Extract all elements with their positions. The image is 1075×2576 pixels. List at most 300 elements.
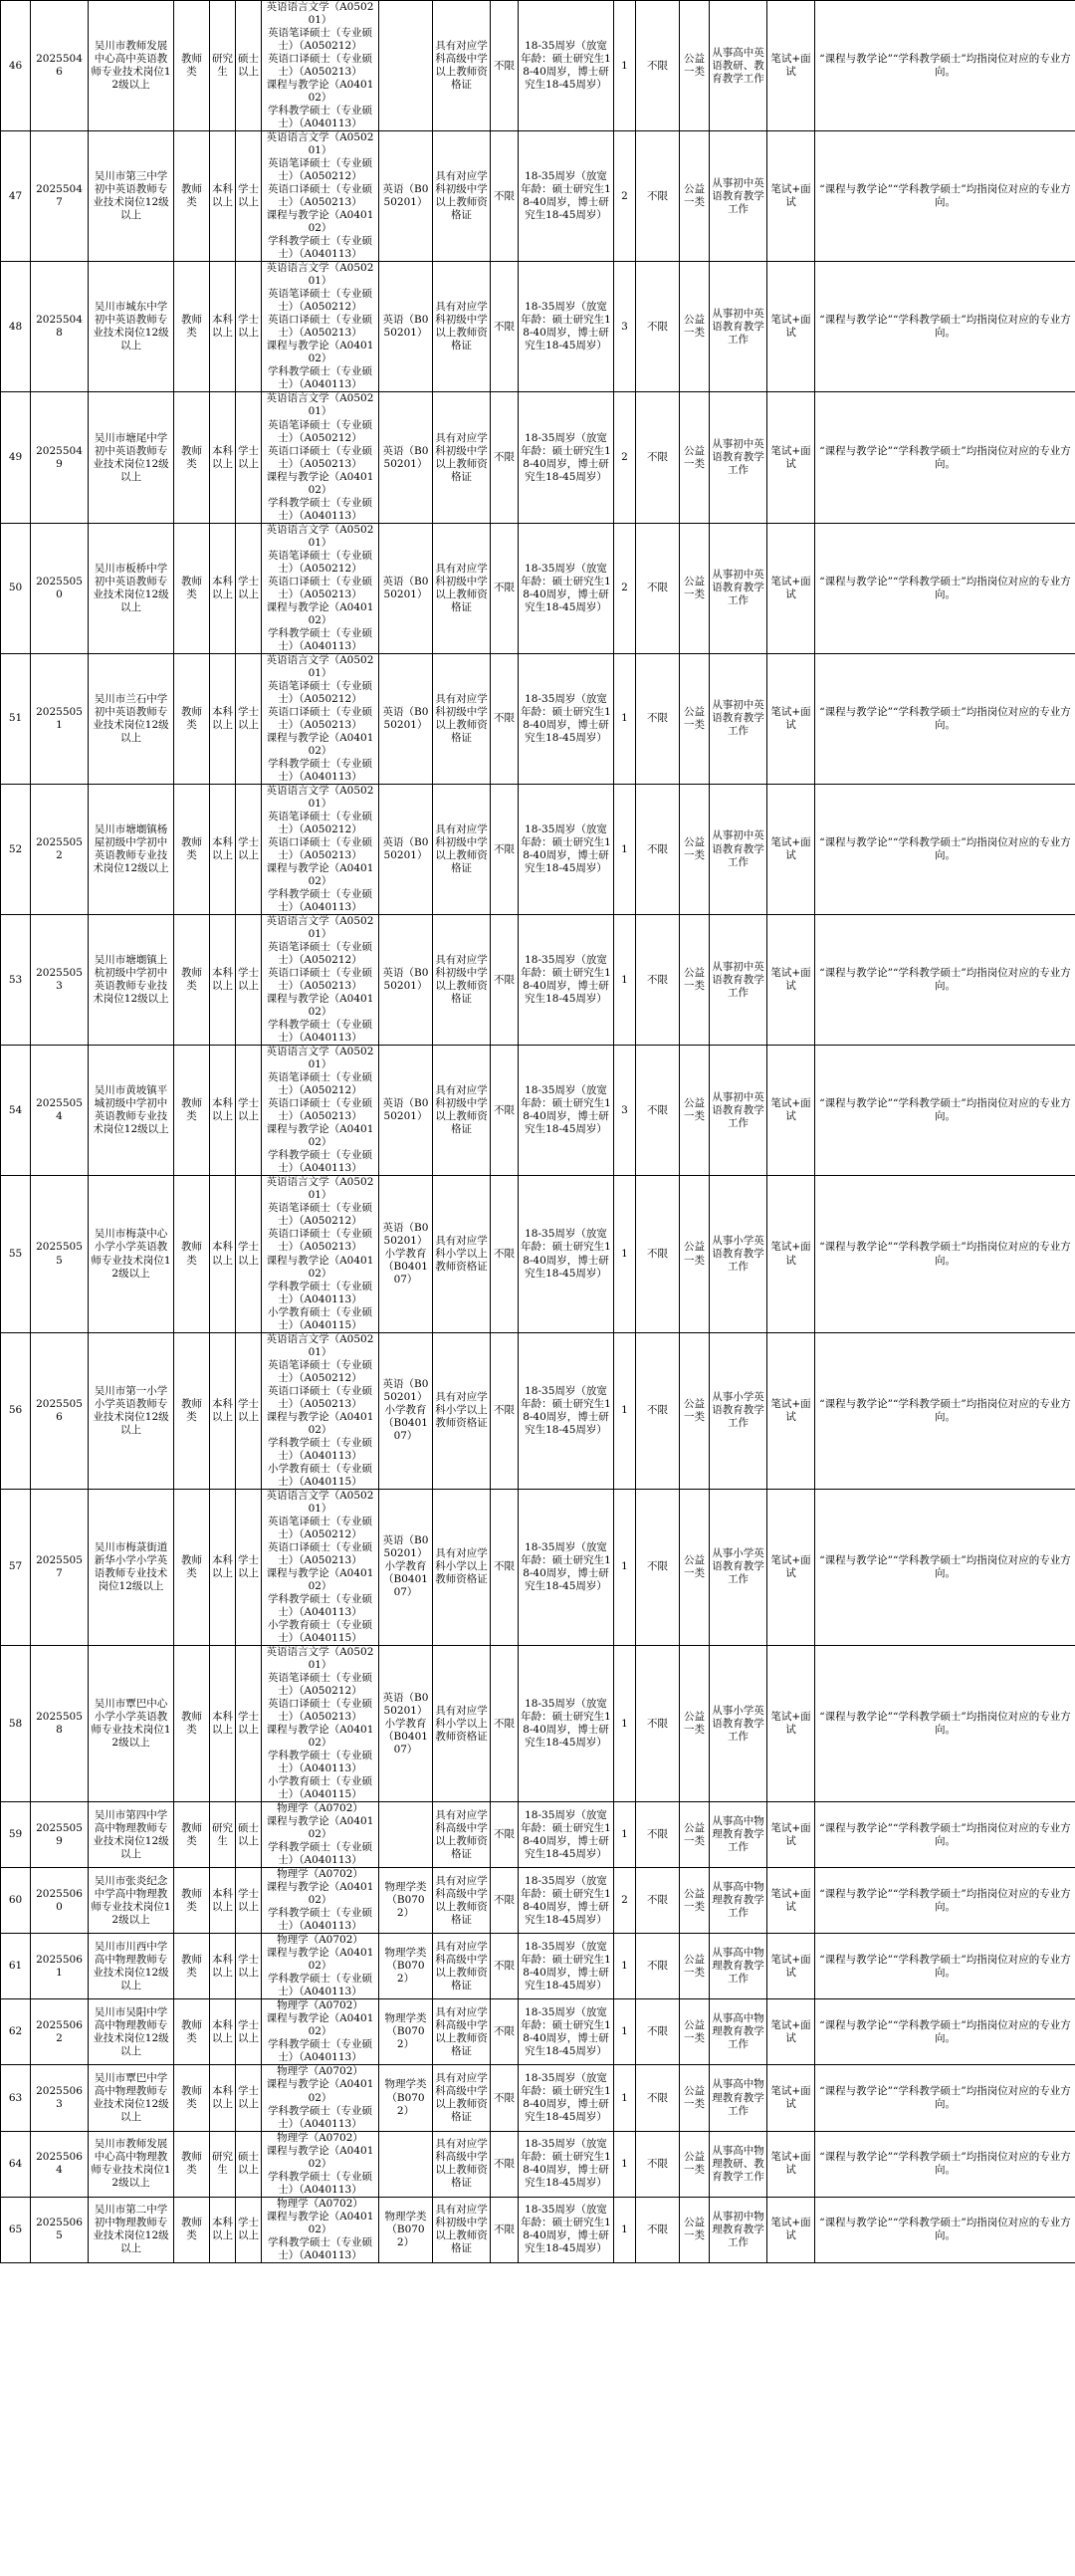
major-item: 课程与教学论（A040102） (266, 79, 374, 105)
undergrad-majors-cell: 英语（B050201） (379, 915, 433, 1046)
other-condition-cell: 不限 (636, 131, 680, 262)
unit-nature-cell: 公益一类 (680, 2131, 710, 2197)
major-item: 英语语言文学（A050201） (266, 392, 374, 418)
category-cell: 教师类 (174, 2131, 210, 2197)
gender-cell: 不限 (491, 1046, 519, 1176)
category-cell: 教师类 (174, 392, 210, 523)
major-item: 课程与教学论（A040102） (266, 340, 374, 365)
major-item: 英语笔译硕士（专业硕士）（A050212） (268, 679, 372, 705)
major-item: 英语笔译硕士（专业硕士）（A050212） (268, 27, 372, 53)
seq-cell: 62 (1, 1999, 31, 2065)
gender-cell: 不限 (491, 1802, 519, 1868)
hire-count-cell: 3 (614, 1046, 636, 1176)
table-body (1, 1, 1075, 2263)
category-cell: 教师类 (174, 1802, 210, 1868)
position-code-cell: 20255054 (31, 1046, 89, 1176)
undergrad-majors-cell: 英语（B050201）小学教育（B040107） (379, 1645, 433, 1801)
major-item: 课程与教学论（A040102） (266, 470, 374, 496)
degree-cell: 学士以上 (236, 915, 262, 1046)
category-cell: 教师类 (174, 1934, 210, 1999)
undergrad-majors-cell: 英语（B050201） (379, 523, 433, 653)
degree-cell: 学士以上 (236, 1046, 262, 1176)
grad-majors-cell (262, 1934, 379, 1999)
degree-cell: 学士以上 (236, 262, 262, 392)
degree-cell: 学士以上 (236, 1645, 262, 1801)
major-item: 物理学（A0702） (277, 2131, 363, 2144)
gender-cell: 不限 (491, 1999, 519, 2065)
degree-cell: 学士以上 (236, 653, 262, 784)
gender-cell: 不限 (491, 2131, 519, 2197)
education-cell: 本科以上 (210, 392, 236, 523)
age-cell: 18-35周岁（放宽年龄：硕士研究生18-40周岁，博士研究生18-45周岁） (519, 262, 614, 392)
education-cell: 研究生 (210, 2131, 236, 2197)
unit-position-cell: 吴川市板桥中学初中英语教师专业技术岗位12级以上 (89, 523, 174, 653)
age-cell: 18-35周岁（放宽年龄：硕士研究生18-40周岁，博士研究生18-45周岁） (519, 2197, 614, 2262)
age-cell: 18-35周岁（放宽年龄：硕士研究生18-40周岁，博士研究生18-45周岁） (519, 1489, 614, 1645)
unit-position-cell: 吴川市第四中学高中物理教师专业技术岗位12级以上 (89, 1802, 174, 1868)
other-condition-cell: 不限 (636, 1645, 680, 1801)
gender-cell: 不限 (491, 2197, 519, 2262)
remark-cell: “课程与教学论”“学科教学硕士”均指岗位对应的专业方向。 (815, 1489, 1075, 1645)
major-item: 英语笔译硕士（专业硕士）（A050212） (268, 1672, 372, 1698)
major-item: 英语语言文学（A050201） (266, 1489, 374, 1515)
major-item: 英语语言文学（A050201） (266, 784, 374, 810)
qualification-cell: 具有对应学科初级中学以上教师资格证 (433, 1046, 491, 1176)
major-item: 学科教学硕士（专业硕士）（A040113） (268, 626, 372, 652)
unit-nature-cell: 公益一类 (680, 392, 710, 523)
unit-position-cell: 吴川市覃巴中心小学小学英语教师专业技术岗位12级以上 (89, 1645, 174, 1801)
grad-majors-cell (262, 1868, 379, 1934)
major-item: 英语笔译硕士（专业硕士）（A050212） (268, 1202, 372, 1228)
unit-nature-cell: 公益一类 (680, 1934, 710, 1999)
grad-majors-cell (262, 523, 379, 653)
exam-method-cell: 笔试+面试 (767, 1645, 815, 1801)
seq-cell: 64 (1, 2131, 31, 2197)
qualification-cell: 具有对应学科高级中学以上教师资格证 (433, 1999, 491, 2065)
major-item: 课程与教学论（A040102） (266, 1724, 374, 1750)
other-condition-cell: 不限 (636, 523, 680, 653)
position-code-cell: 20255063 (31, 2065, 89, 2131)
gender-cell: 不限 (491, 1, 519, 131)
table-row (1, 1802, 1075, 1868)
qualification-cell: 具有对应学科初级中学以上教师资格证 (433, 653, 491, 784)
position-code-cell: 20255062 (31, 1999, 89, 2065)
undergrad-majors-cell: 物理学类（B0702） (379, 2065, 433, 2131)
grad-majors-cell (262, 1802, 379, 1868)
position-code-cell: 20255056 (31, 1332, 89, 1489)
undergrad-majors-cell: 英语（B050201） (379, 653, 433, 784)
table-row (1, 2197, 1075, 2262)
hire-count-cell: 1 (614, 1332, 636, 1489)
remark-cell: “课程与教学论”“学科教学硕士”均指岗位对应的专业方向。 (815, 915, 1075, 1046)
duty-cell: 从事高中物理教育教学工作 (710, 1868, 767, 1934)
hire-count-cell: 3 (614, 262, 636, 392)
exam-method-cell: 笔试+面试 (767, 1332, 815, 1489)
gender-cell: 不限 (491, 1176, 519, 1332)
gender-cell: 不限 (491, 1934, 519, 1999)
grad-majors-cell (262, 131, 379, 262)
exam-method-cell: 笔试+面试 (767, 1999, 815, 2065)
age-cell: 18-35周岁（放宽年龄：硕士研究生18-40周岁，博士研究生18-45周岁） (519, 784, 614, 914)
degree-cell: 学士以上 (236, 1934, 262, 1999)
seq-cell: 60 (1, 1868, 31, 1934)
table-row (1, 1489, 1075, 1645)
position-code-cell: 20255053 (31, 915, 89, 1046)
unit-nature-cell: 公益一类 (680, 523, 710, 653)
education-cell: 本科以上 (210, 1645, 236, 1801)
undergrad-majors-cell: 英语（B050201）小学教育（B040107） (379, 1332, 433, 1489)
seq-cell: 56 (1, 1332, 31, 1489)
qualification-cell: 具有对应学科高级中学以上教师资格证 (433, 1868, 491, 1934)
education-cell: 研究生 (210, 1802, 236, 1868)
duty-cell: 从事小学英语教育教学工作 (710, 1332, 767, 1489)
qualification-cell: 具有对应学科初级中学以上教师资格证 (433, 131, 491, 262)
major-item: 英语语言文学（A050201） (266, 131, 374, 157)
major-item: 学科教学硕士（专业硕士）（A040113） (268, 1592, 372, 1618)
degree-cell: 学士以上 (236, 523, 262, 653)
remark-cell: “课程与教学论”“学科教学硕士”均指岗位对应的专业方向。 (815, 2065, 1075, 2131)
unit-nature-cell: 公益一类 (680, 1332, 710, 1489)
major-item: 学科教学硕士（专业硕士）（A040113） (268, 2170, 372, 2196)
seq-cell: 55 (1, 1176, 31, 1332)
undergrad-majors-cell (379, 1, 433, 131)
table-row (1, 784, 1075, 914)
major-item: 英语语言文学（A050201） (266, 1, 374, 27)
category-cell: 教师类 (174, 1645, 210, 1801)
unit-position-cell: 吴川市黄坡镇平城初级中学初中英语教师专业技术岗位12级以上 (89, 1046, 174, 1176)
major-item: 学科教学硕士（专业硕士）（A040113） (268, 365, 372, 391)
unit-nature-cell: 公益一类 (680, 1802, 710, 1868)
grad-majors-cell (262, 262, 379, 392)
degree-cell: 学士以上 (236, 784, 262, 914)
major-item: 学科教学硕士（专业硕士）（A040113） (268, 105, 372, 130)
major-item: 英语语言文学（A050201） (266, 1332, 374, 1358)
other-condition-cell: 不限 (636, 1489, 680, 1645)
category-cell: 教师类 (174, 262, 210, 392)
category-cell: 教师类 (174, 784, 210, 914)
major-item: 英语笔译硕士（专业硕士）（A050212） (268, 549, 372, 575)
education-cell: 本科以上 (210, 2197, 236, 2262)
unit-position-cell: 吴川市第二中学初中物理教师专业技术岗位12级以上 (89, 2197, 174, 2262)
education-cell: 本科以上 (210, 1489, 236, 1645)
grad-majors-cell (262, 1332, 379, 1489)
unit-nature-cell: 公益一类 (680, 653, 710, 784)
major-item: 英语笔译硕士（专业硕士）（A050212） (268, 941, 372, 967)
duty-cell: 从事高中物理教育教学工作 (710, 1934, 767, 1999)
major-item: 英语语言文学（A050201） (266, 1176, 374, 1202)
major-item: 课程与教学论（A040102） (266, 1881, 374, 1907)
major-item: 学科教学硕士（专业硕士）（A040113） (268, 1841, 372, 1867)
duty-cell: 从事高中物理教育教学工作 (710, 1802, 767, 1868)
seq-cell: 46 (1, 1, 31, 131)
age-cell: 18-35周岁（放宽年龄：硕士研究生18-40周岁，博士研究生18-45周岁） (519, 523, 614, 653)
education-cell: 本科以上 (210, 1176, 236, 1332)
education-cell: 本科以上 (210, 1868, 236, 1934)
age-cell: 18-35周岁（放宽年龄：硕士研究生18-40周岁，博士研究生18-45周岁） (519, 2131, 614, 2197)
major-item: 英语口译硕士（专业硕士）（A050213） (268, 314, 372, 340)
major-item: 英语语言文学（A050201） (266, 262, 374, 288)
gender-cell: 不限 (491, 1645, 519, 1801)
seq-cell: 63 (1, 2065, 31, 2131)
exam-method-cell: 笔试+面试 (767, 131, 815, 262)
duty-cell: 从事高中英语教研、教育教学工作 (710, 1, 767, 131)
hire-count-cell: 2 (614, 392, 636, 523)
seq-cell: 50 (1, 523, 31, 653)
hire-count-cell: 1 (614, 784, 636, 914)
undergrad-majors-cell: 英语（B050201） (379, 784, 433, 914)
unit-position-cell: 吴川市塘尾中学初中英语教师专业技术岗位12级以上 (89, 392, 174, 523)
position-code-cell: 20255046 (31, 1, 89, 131)
category-cell: 教师类 (174, 1332, 210, 1489)
table-row (1, 523, 1075, 653)
unit-nature-cell: 公益一类 (680, 915, 710, 1046)
grad-majors-cell (262, 1, 379, 131)
major-item: 英语口译硕士（专业硕士）（A050213） (268, 53, 372, 79)
other-condition-cell: 不限 (636, 784, 680, 914)
degree-cell: 学士以上 (236, 1332, 262, 1489)
major-item: 学科教学硕士（专业硕士）（A040113） (268, 2104, 372, 2130)
major-item: 英语口译硕士（专业硕士）（A050213） (268, 836, 372, 862)
grad-majors-cell (262, 392, 379, 523)
major-item: 课程与教学论（A040102） (266, 1254, 374, 1280)
unit-position-cell: 吴川市塘㙟镇杨屋初级中学初中英语教师专业技术岗位12级以上 (89, 784, 174, 914)
other-condition-cell: 不限 (636, 392, 680, 523)
major-item: 学科教学硕士（专业硕士）（A040113） (268, 1019, 372, 1045)
category-cell: 教师类 (174, 523, 210, 653)
major-item: 学科教学硕士（专业硕士）（A040113） (268, 1436, 372, 1462)
education-cell: 研究生 (210, 1, 236, 131)
exam-method-cell: 笔试+面试 (767, 392, 815, 523)
undergrad-majors-cell: 英语（B050201） (379, 131, 433, 262)
exam-method-cell: 笔试+面试 (767, 523, 815, 653)
remark-cell: “课程与教学论”“学科教学硕士”均指岗位对应的专业方向。 (815, 653, 1075, 784)
qualification-cell: 具有对应学科高级中学以上教师资格证 (433, 2065, 491, 2131)
qualification-cell: 具有对应学科初级中学以上教师资格证 (433, 262, 491, 392)
position-code-cell: 20255059 (31, 1802, 89, 1868)
major-item: 英语笔译硕士（专业硕士）（A050212） (268, 810, 372, 835)
unit-nature-cell: 公益一类 (680, 1868, 710, 1934)
age-cell: 18-35周岁（放宽年龄：硕士研究生18-40周岁，博士研究生18-45周岁） (519, 1332, 614, 1489)
unit-position-cell: 吴川市吴阳中学高中物理教师专业技术岗位12级以上 (89, 1999, 174, 2065)
duty-cell: 从事小学英语教育教学工作 (710, 1176, 767, 1332)
major-item: 课程与教学论（A040102） (266, 2144, 374, 2170)
remark-cell: “课程与教学论”“学科教学硕士”均指岗位对应的专业方向。 (815, 784, 1075, 914)
unit-nature-cell: 公益一类 (680, 784, 710, 914)
age-cell: 18-35周岁（放宽年龄：硕士研究生18-40周岁，博士研究生18-45周岁） (519, 1645, 614, 1801)
table-row (1, 2065, 1075, 2131)
age-cell: 18-35周岁（放宽年龄：硕士研究生18-40周岁，博士研究生18-45周岁） (519, 1176, 614, 1332)
other-condition-cell: 不限 (636, 1802, 680, 1868)
exam-method-cell: 笔试+面试 (767, 2197, 815, 2262)
duty-cell: 从事初中英语教育教学工作 (710, 392, 767, 523)
major-item: 课程与教学论（A040102） (266, 2210, 374, 2235)
unit-position-cell: 吴川市覃巴中学高中物理教师专业技术岗位12级以上 (89, 2065, 174, 2131)
duty-cell: 从事初中英语教育教学工作 (710, 653, 767, 784)
seq-cell: 54 (1, 1046, 31, 1176)
unit-nature-cell: 公益一类 (680, 2065, 710, 2131)
gender-cell: 不限 (491, 131, 519, 262)
remark-cell: “课程与教学论”“学科教学硕士”均指岗位对应的专业方向。 (815, 2197, 1075, 2262)
grad-majors-cell (262, 1489, 379, 1645)
education-cell: 本科以上 (210, 1332, 236, 1489)
major-item: 英语笔译硕士（专业硕士）（A050212） (268, 1071, 372, 1097)
degree-cell: 硕士以上 (236, 2131, 262, 2197)
undergrad-majors-cell (379, 2131, 433, 2197)
unit-nature-cell: 公益一类 (680, 1645, 710, 1801)
major-item: 英语笔译硕士（专业硕士）（A050212） (268, 157, 372, 183)
category-cell: 教师类 (174, 1999, 210, 2065)
grad-majors-cell (262, 1645, 379, 1801)
degree-cell: 学士以上 (236, 131, 262, 262)
table-row (1, 653, 1075, 784)
other-condition-cell: 不限 (636, 1, 680, 131)
position-code-cell: 20255061 (31, 1934, 89, 1999)
unit-nature-cell: 公益一类 (680, 1, 710, 131)
exam-method-cell: 笔试+面试 (767, 1046, 815, 1176)
position-code-cell: 20255064 (31, 2131, 89, 2197)
major-item: 英语笔译硕士（专业硕士）（A050212） (268, 1515, 372, 1540)
gender-cell: 不限 (491, 784, 519, 914)
table-row (1, 1, 1075, 131)
unit-nature-cell: 公益一类 (680, 2197, 710, 2262)
table-row (1, 262, 1075, 392)
degree-cell: 学士以上 (236, 1868, 262, 1934)
unit-nature-cell: 公益一类 (680, 1999, 710, 2065)
degree-cell: 学士以上 (236, 2065, 262, 2131)
age-cell: 18-35周岁（放宽年龄：硕士研究生18-40周岁，博士研究生18-45周岁） (519, 1046, 614, 1176)
seq-cell: 53 (1, 915, 31, 1046)
table-row (1, 131, 1075, 262)
hire-count-cell: 1 (614, 1999, 636, 2065)
position-code-cell: 20255048 (31, 262, 89, 392)
gender-cell: 不限 (491, 2065, 519, 2131)
major-item: 英语口译硕士（专业硕士）（A050213） (268, 183, 372, 209)
major-item: 英语语言文学（A050201） (266, 915, 374, 941)
seq-cell: 52 (1, 784, 31, 914)
major-item: 小学教育硕士（专业硕士）（A040115） (268, 1618, 372, 1644)
major-item: 学科教学硕士（专业硕士）（A040113） (268, 1907, 372, 1933)
gender-cell: 不限 (491, 915, 519, 1046)
major-item: 学科教学硕士（专业硕士）（A040113） (268, 1280, 372, 1305)
age-cell: 18-35周岁（放宽年龄：硕士研究生18-40周岁，博士研究生18-45周岁） (519, 392, 614, 523)
undergrad-majors-cell: 物理学类（B0702） (379, 1999, 433, 2065)
major-item: 英语口译硕士（专业硕士）（A050213） (268, 575, 372, 600)
position-code-cell: 20255058 (31, 1645, 89, 1801)
major-item: 课程与教学论（A040102） (266, 862, 374, 888)
exam-method-cell: 笔试+面试 (767, 2131, 815, 2197)
grad-majors-cell (262, 915, 379, 1046)
duty-cell: 从事高中物理教育教学工作 (710, 1999, 767, 2065)
qualification-cell: 具有对应学科初级中学以上教师资格证 (433, 523, 491, 653)
remark-cell: “课程与教学论”“学科教学硕士”均指岗位对应的专业方向。 (815, 523, 1075, 653)
unit-nature-cell: 公益一类 (680, 1489, 710, 1645)
category-cell: 教师类 (174, 653, 210, 784)
other-condition-cell: 不限 (636, 262, 680, 392)
unit-position-cell: 吴川市城东中学初中英语教师专业技术岗位12级以上 (89, 262, 174, 392)
position-code-cell: 20255049 (31, 392, 89, 523)
qualification-cell: 具有对应学科初级中学以上教师资格证 (433, 2197, 491, 2262)
remark-cell: “课程与教学论”“学科教学硕士”均指岗位对应的专业方向。 (815, 2131, 1075, 2197)
duty-cell: 从事初中英语教育教学工作 (710, 523, 767, 653)
other-condition-cell: 不限 (636, 1176, 680, 1332)
qualification-cell: 具有对应学科高级中学以上教师资格证 (433, 1934, 491, 1999)
other-condition-cell: 不限 (636, 915, 680, 1046)
remark-cell: “课程与教学论”“学科教学硕士”均指岗位对应的专业方向。 (815, 1645, 1075, 1801)
hire-count-cell: 1 (614, 1489, 636, 1645)
remark-cell: “课程与教学论”“学科教学硕士”均指岗位对应的专业方向。 (815, 1868, 1075, 1934)
gender-cell: 不限 (491, 523, 519, 653)
table-row (1, 915, 1075, 1046)
grad-majors-cell (262, 1046, 379, 1176)
major-item: 小学教育硕士（专业硕士）（A040115） (268, 1462, 372, 1488)
gender-cell: 不限 (491, 1332, 519, 1489)
seq-cell: 49 (1, 392, 31, 523)
undergrad-majors-cell: 英语（B050201） (379, 392, 433, 523)
hire-count-cell: 1 (614, 2197, 636, 2262)
seq-cell: 48 (1, 262, 31, 392)
degree-cell: 硕士以上 (236, 1, 262, 131)
other-condition-cell: 不限 (636, 1332, 680, 1489)
unit-nature-cell: 公益一类 (680, 1046, 710, 1176)
remark-cell: “课程与教学论”“学科教学硕士”均指岗位对应的专业方向。 (815, 1332, 1075, 1489)
major-item: 英语口译硕士（专业硕士）（A050213） (268, 967, 372, 993)
major-item: 英语语言文学（A050201） (266, 1645, 374, 1671)
table-row (1, 1645, 1075, 1801)
category-cell: 教师类 (174, 1176, 210, 1332)
undergrad-majors-cell: 英语（B050201） (379, 1046, 433, 1176)
category-cell: 教师类 (174, 131, 210, 262)
duty-cell: 从事初中物理教育教学工作 (710, 2197, 767, 2262)
hire-count-cell: 1 (614, 915, 636, 1046)
unit-position-cell: 吴川市第一小学小学英语教师专业技术岗位12级以上 (89, 1332, 174, 1489)
exam-method-cell: 笔试+面试 (767, 1176, 815, 1332)
other-condition-cell: 不限 (636, 1046, 680, 1176)
hire-count-cell: 1 (614, 653, 636, 784)
degree-cell: 学士以上 (236, 1999, 262, 2065)
degree-cell: 学士以上 (236, 392, 262, 523)
hire-count-cell: 2 (614, 523, 636, 653)
remark-cell: “课程与教学论”“学科教学硕士”均指岗位对应的专业方向。 (815, 262, 1075, 392)
age-cell: 18-35周岁（放宽年龄：硕士研究生18-40周岁，博士研究生18-45周岁） (519, 1999, 614, 2065)
major-item: 物理学（A0702） (277, 2065, 363, 2078)
seq-cell: 47 (1, 131, 31, 262)
category-cell: 教师类 (174, 2197, 210, 2262)
major-item: 英语口译硕士（专业硕士）（A050213） (268, 1384, 372, 1410)
major-item: 学科教学硕士（专业硕士）（A040113） (268, 2038, 372, 2064)
major-item: 小学教育硕士（专业硕士）（A040115） (268, 1305, 372, 1331)
grad-majors-cell (262, 2065, 379, 2131)
undergrad-majors-cell: 英语（B050201） (379, 262, 433, 392)
exam-method-cell: 笔试+面试 (767, 1802, 815, 1868)
major-item: 学科教学硕士（专业硕士）（A040113） (268, 1149, 372, 1175)
qualification-cell: 具有对应学科初级中学以上教师资格证 (433, 915, 491, 1046)
qualification-cell: 具有对应学科小学以上教师资格证 (433, 1489, 491, 1645)
unit-position-cell: 吴川市梅菉中心小学小学英语教师专业技术岗位12级以上 (89, 1176, 174, 1332)
major-item: 英语口译硕士（专业硕士）（A050213） (268, 705, 372, 731)
unit-position-cell: 吴川市第三中学初中英语教师专业技术岗位12级以上 (89, 131, 174, 262)
major-item: 课程与教学论（A040102） (266, 993, 374, 1019)
duty-cell: 从事初中英语教育教学工作 (710, 784, 767, 914)
gender-cell: 不限 (491, 392, 519, 523)
qualification-cell: 具有对应学科高级中学以上教师资格证 (433, 2131, 491, 2197)
major-item: 小学教育硕士（专业硕士）（A040115） (268, 1775, 372, 1801)
major-item: 课程与教学论（A040102） (266, 1566, 374, 1592)
education-cell: 本科以上 (210, 2065, 236, 2131)
duty-cell: 从事小学英语教育教学工作 (710, 1489, 767, 1645)
position-code-cell: 20255052 (31, 784, 89, 914)
exam-method-cell: 笔试+面试 (767, 784, 815, 914)
qualification-cell: 具有对应学科初级中学以上教师资格证 (433, 392, 491, 523)
